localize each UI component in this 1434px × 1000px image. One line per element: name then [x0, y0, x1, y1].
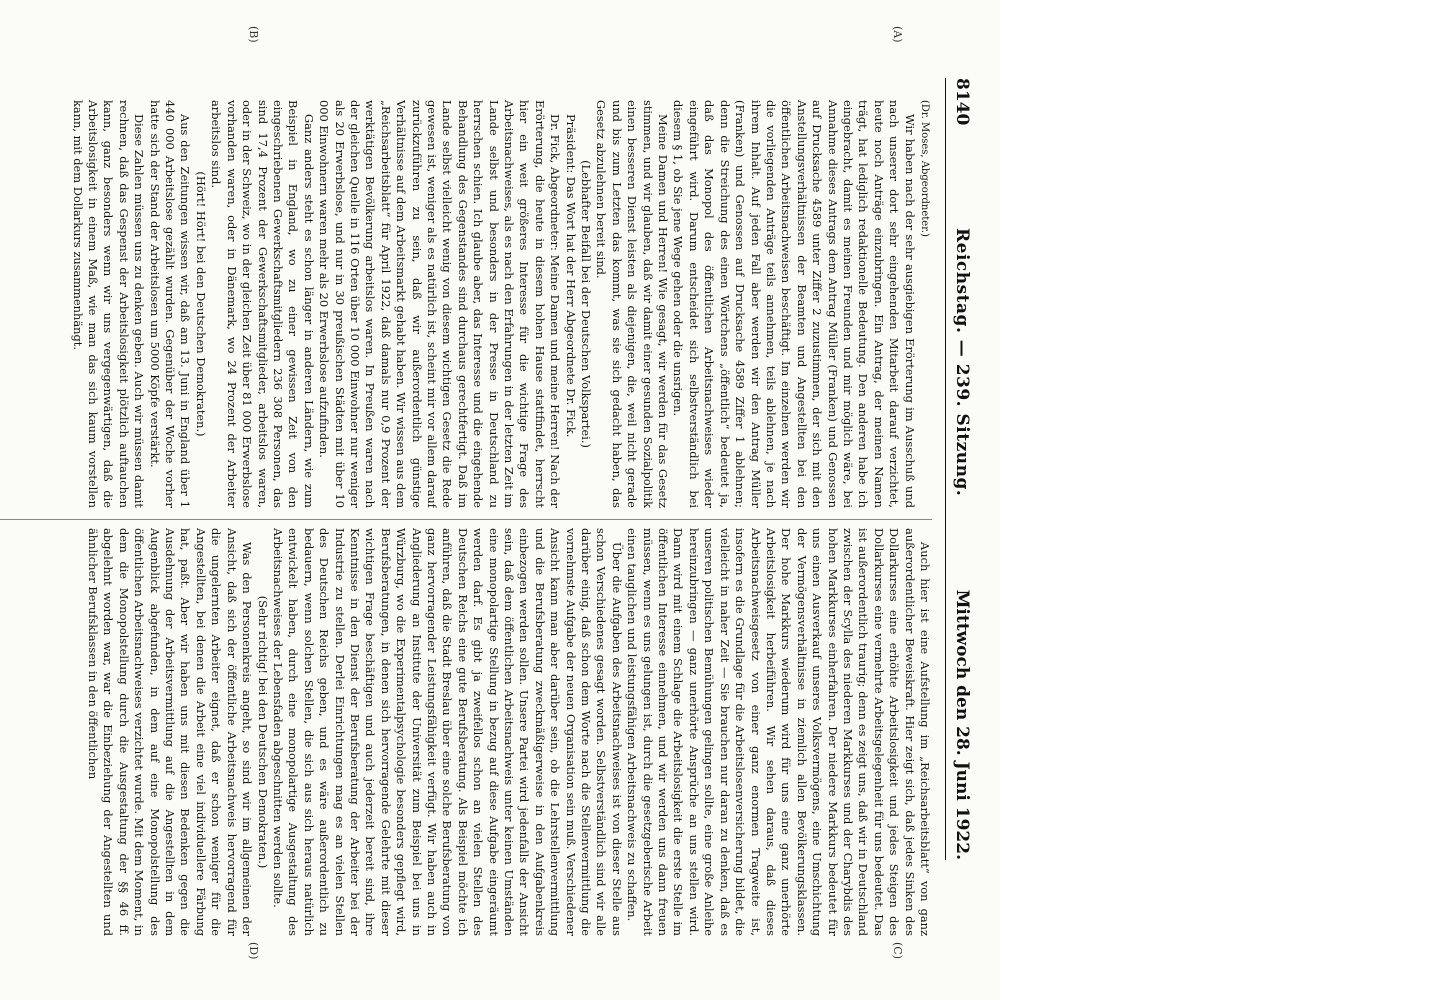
paragraph: (Hört! Hört! bei den Deutschen Demokraten.) [193, 171, 208, 437]
text-column-left [0, 100, 932, 508]
paragraph: Präsident: Das Wort hat der Herr Abgeordnete Dr. Fick. [563, 114, 578, 438]
margin-marker-a: (A) [891, 26, 904, 43]
paragraph: Meine Damen und Herren! Wie gesagt, wir werden für das Gesetz stimmen, und wir glauben, daß wir damit einer gesunden Sozialpolitik einen besseren Dienst leisten als diejenigen, die, weil nicht gerade und bis zum Letzten das kommt, was sie sich gedacht haben, das Gesetz abzulehnen bereit sind. [594, 100, 671, 508]
paragraph: (Lebhafter Beifall bei der Deutschen Volkspartei.) [579, 160, 594, 448]
paragraph: (Dr. Moses, Abgeordneter.) [919, 100, 930, 237]
session-date: Mittwoch den 28. Juni 1922. [952, 589, 972, 860]
session-title: Reichstag. — 239. Sitzung. [952, 228, 972, 497]
paragraph: Über die Aufgaben des Arbeitsnachweises ist von dieser Stelle aus schon Verschiedenes gesagt worden. Selbstverständlich sind wir alle darüber einig, daß schon dem Worte nach die Stellenvermittlung die vornehmste Aufgabe der neuen Organisation sein muß. Verschiedener Ansicht kann man aber darüber sein, ob die Lehrstellenvermittlung und die Berufsberatung zweckmäßigerweise in den Aufgabenkreis einbezogen werden sollen. Unsere Partei wird jedenfalls der Ansicht sein, daß dem öffentlichen Arbeitsnachweis unter keinen Umständen eine monopolartige Stellung in bezug auf diese Aufgabe eingeräumt werden darf. Es gibt ja zweifellos schon an vielen Stellen des Deutschen Reichs eine gute Berufsberatung. Als Beispiel möchte ich anführen, daß die Stadt Breslau über eine solche Berufsberatung von ganz hervorragender Leistungsfähigkeit verfügt. Wir haben auch in Angliederung an Institute der Universität zum Beispiel bei uns in Würzburg, wo die Experimentalpsychologie besonders gepflegt wird, Berufsberatungen, in denen sich hervorragende Gelehrte mit dieser wichtigen Frage beschäftigen und auch jederzeit bereit sind, ihre Kenntnisse in den Dienst der Berufsberatung der Arbeiter bei der Industrie zu stellen. Derlei Einrichtungen mag es an vielen Stellen des Deutschen Reichs geben, und es wäre außerordentlich zu bedauern, wenn solchen Stellen, die sich aus sich heraus natürlich entwickelt haben, durch eine monopolartige Ausgestaltung des Arbeitsnachweises der Lebensfaden abgeschnitten werden sollte. [270, 528, 624, 936]
paragraph: (Sehr richtig! bei den Deutschen Demokraten.) [255, 595, 270, 869]
page-number: 8140 [952, 78, 972, 126]
paragraph: Wir haben nach der sehr ausgiebigen Erörterung im Ausschuß und nach unserer dort sehr eingehenden Mitarbeit darauf verzichtet, heute noch Anträge einzubringen. Ein Antrag, der meinen Namen trägt, hat lediglich redaktionelle Bedeutung. Den anderen habe ich eingebracht, damit es meinen Freunden und mir möglich wäre, bei Annahme dieses Antrags dem Antrag Müller (Franken) und Genossen auf Drucksache 4589 unter Ziffer 2 zuzustimmen, der sich mit den Anstellungsverhältnissen der Beamten und Angestellten bei den öffentlichen Arbeitsnachweisen beschäftigt. Im einzelnen werden wir die vorliegenden Anträge teils annehmen, teils ablehnen, je nach ihrem Inhalt. Auf jeden Fall aber werden wir den Antrag Müller (Franken) und Genossen auf Drucksache 4589 Ziffer 1 ablehnen; denn die Streichung des einen Wörtchens „öffentlich“ bedeutet ja, daß das Monopol des öffentlichen Arbeitsnachweises wieder eingeführt wird. Darum entscheidet sich selbstverständlich bei diesem § 1, ob Sie jene Wege gehen oder die unsrigen. [671, 100, 917, 508]
paragraph: Auch hier ist eine Aufstellung im „Reichsarbeitsblatt“ von ganz außerordentlicher Beweiskraft. Hier zeigt sich, daß jedes Sinken des Dollarkurses eine erhöhte Arbeitslosigkeit und jedes Steigen des Dollarkurses eine vermehrte Arbeitsgelegenheit für uns bedeutet. Das ist außerordentlich traurig; denn es zeigt uns, daß wir in Deutschland zwischen der Scylla des niederen Markkurses und der Charybdis des hohen Markkurses einherfahren. Der niedere Markkurs bedeutet für uns einen Ausverkauf unseres Volksvermögens, eine Umschichtung der Vermögensverhältnisse in ziemlich allen Bevölkerungsklassen. Der hohe Markkurs wiederum wird für uns eine ganz unerhörte Arbeitslosigkeit herbeiführen. Wir sehen daraus, daß dieses Arbeitsnachweisgesetz von einer ganz enormen Tragweite ist, insofern es die Grundlage für die Arbeitslosenversicherung bildet, die vielleicht in naher Zeit — Sie brauchen nur daran zu denken, daß es unseren politischen Bemühungen gelingen sollte, eine große Anleihe hereinzubringen — ganz unerhörte Ansprüche an uns stellen wird. Dann wird mit einem Schlage die Arbeitslosigkeit die erste Stelle im öffentlichen Interesse einnehmen, und wir werden uns dann freuen müssen, wenn es uns gelungen ist, durch die gesetzgeberische Arbeit einen tauglichen und leistungsfähigen Arbeitsnachweis zu schaffen. [625, 528, 932, 936]
text-column-right [0, 528, 932, 936]
page-header [945, 78, 974, 860]
column-divider [0, 519, 932, 520]
paragraph: Diese Zahlen müssen uns zu denken geben. Auch wir müssen damit rechnen, daß das Gespenst der Arbeitslosigkeit plötzlich auftauchen kann, ganz besonders wenn wir uns vergegenwärtigen, daß die Arbeitslosigkeit in einem Maß, wie man das sich kaum vorstellen kann, mit dem Dollarkurs zusammenhängt. [70, 100, 147, 508]
margin-marker-b: (B) [247, 26, 260, 43]
paragraph: Dr. Fick, Abgeordneter: Meine Damen und meine Herren! Nach der Erörterung, die heute in diesem hohen Hause stattfindet, herrscht hier ein weit größeres Interesse für die wichtige Frage des Arbeitsnachweises, als es nach den Erfahrungen in der letzten Zeit im Lande selbst und besonders in der Presse in Deutschland zu herrschen schien. Ich glaube aber, das Interesse und die eingehende Behandlung des Gegenstandes sind durchaus gerechtfertigt. Daß im Lande selbst vielleicht wenig von diesem wichtigen Gesetz die Rede gewesen ist, weniger als es natürlich ist, scheint mir vor allem darauf zurückzuführen zu sein, daß wir außerordentlich günstige Verhältnisse auf dem Arbeitsmarkt gehabt haben. Wir wissen aus dem „Reichsarbeitsblatt“ für April 1922, daß damals nur 0,9 Prozent der werktätigen Bevölkerung arbeitslos waren. In Preußen waren nach der gleichen Quelle in 116 Orten über 10 000 Einwohner nur weniger als 20 Erwerbslose, und nur in 30 preußischen Städten mit über 10 000 Einwohnern waren mehr als 20 Erwerbslose aufzufinden. [317, 100, 563, 508]
paragraph: Aus den Zeitungen wissen wir, daß am 13. Juni in England über 1 440 000 Arbeitslose gezählt wurden. Gegenüber der Woche vorher hatte sich der Stand der Arbeitslosen um 5000 Köpfe verstärkt. [147, 100, 193, 508]
margin-marker-d: (D) [247, 942, 260, 960]
margin-marker-c: (C) [891, 942, 904, 959]
paragraph: Was den Personenkreis angeht, so sind wir im allgemeinen der Ansicht, daß sich der öffentliche Arbeitsnachweis hervorragend für die ungelernten Arbeiter eignet, daß er schon weniger für die Angestellten, bei denen die Arbeit eine viel individuellere Färbung hat, paßt. Aber wir haben uns mit diesen Bedenken gegen die Ausdehnung der Arbeitsvermittlung auf die Angestellten in dem Augenblick abgefunden, in dem auf eine Monopolstellung des öffentlichen Arbeitsnachweises verzichtet wurde. Mit dem Moment, in dem die Monopolstellung durch die Ausgestaltung der §§ 46 ff. abgelehnt worden war, war die Einbeziehung der Angestellten und ähnlicher Berufsklassen in den öffentlichen [86, 528, 255, 936]
paragraph: Ganz anders steht es schon länger in anderen Ländern, wie zum Beispiel in England, wo zu einer gewissen Zeit von den eingeschriebenen Gewerkschaftsmitgliedern 236 308 Personen, das sind 17,4 Prozent der Gewerkschaftsmitglieder, arbeitslos waren, oder in der Schweiz, wo in der gleichen Zeit über 81 000 Erwerbslose vorhanden waren, oder in Dänemark, wo 24 Prozent der Arbeiter arbeitslos sind. [209, 100, 316, 508]
